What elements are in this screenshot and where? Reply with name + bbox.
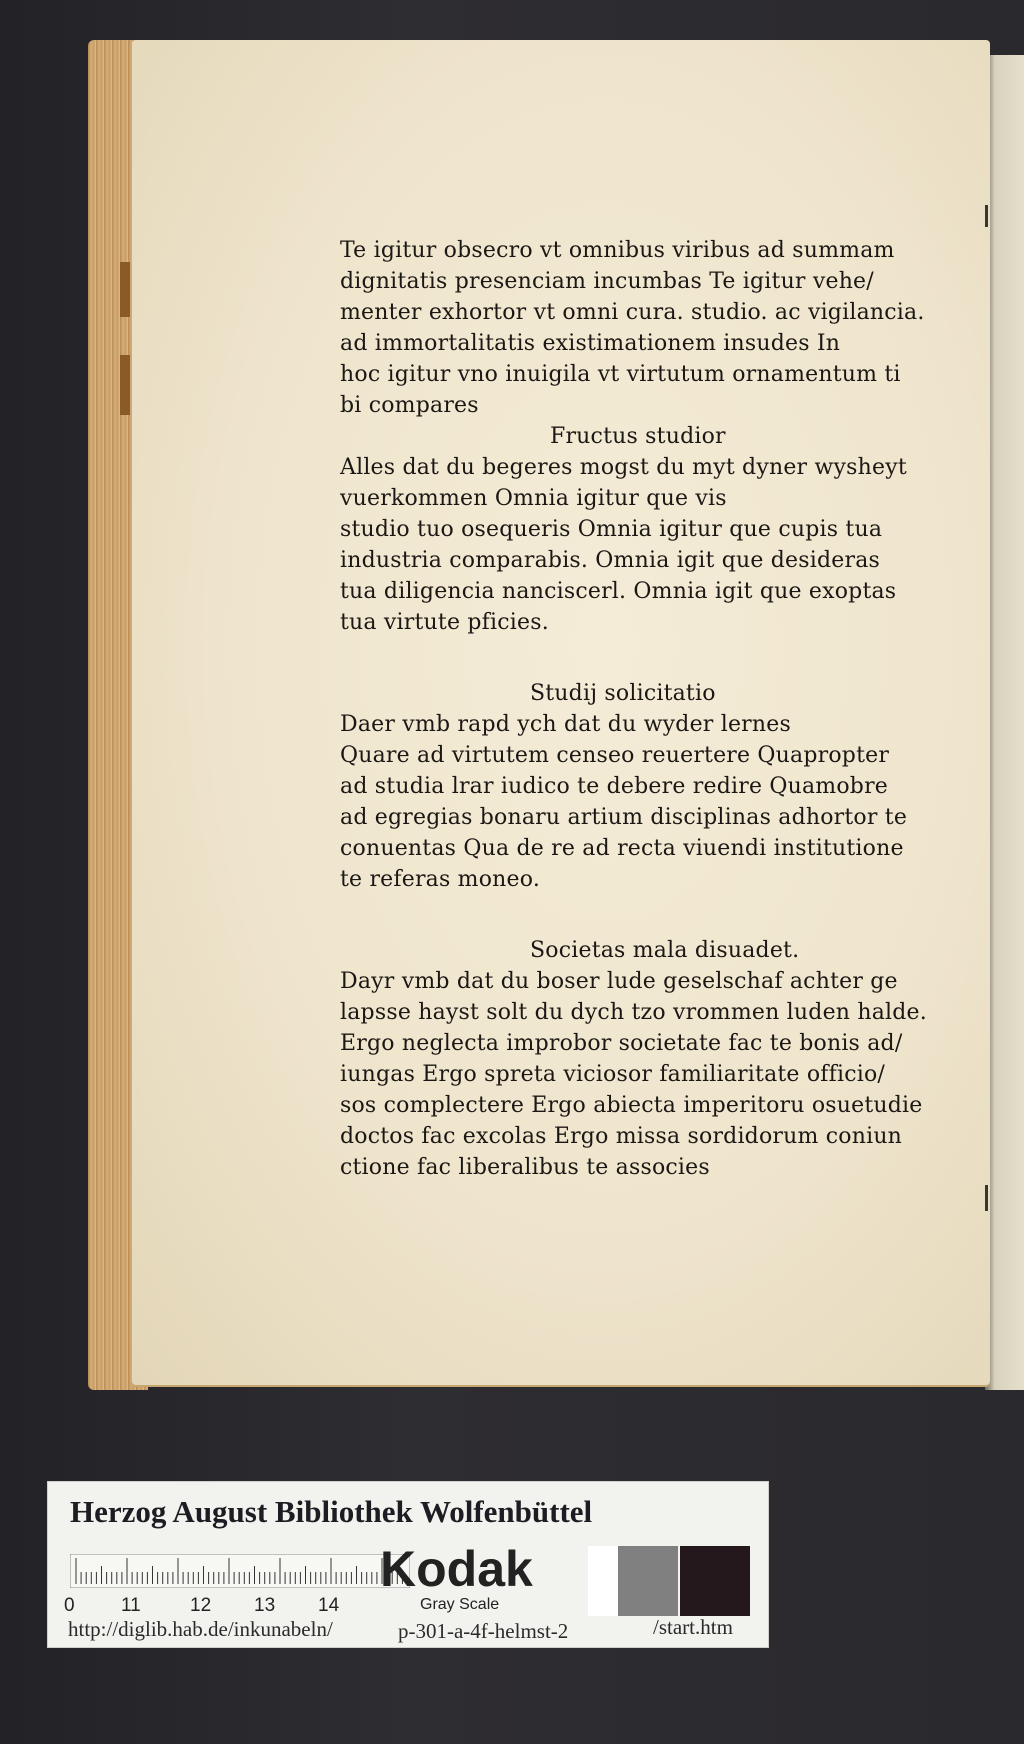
text-line: dignitatis presenciam incumbas Te igitur vehe/ (340, 269, 874, 294)
text-line: Dayr vmb dat du boser lude geselschaf achter ge (340, 969, 898, 994)
text-line: tua diligencia nanciscerl. Omnia igit que exoptas (340, 579, 897, 604)
text-line: ad studia lrar iudico te debere redire Quamobre (340, 774, 889, 799)
ruler-scale (70, 1554, 410, 1588)
ruler-number: 12 (190, 1595, 212, 1616)
facing-page-edge (985, 55, 1024, 1390)
text-line: Ergo neglecta improbor societate fac te bonis ad/ (340, 1031, 903, 1056)
section-heading: Fructus studior (550, 424, 726, 449)
text-line: Te igitur obsecro vt omnibus viribus ad summam (340, 238, 895, 263)
url-base: http://diglib.hab.de/inkunabeln/ (68, 1617, 333, 1641)
text-line: iungas Ergo spreta viciosor familiaritate officio/ (340, 1062, 886, 1087)
text-line: studio tuo osequeris Omnia igitur que cupis tua (340, 517, 883, 542)
page-tab-mark (120, 355, 130, 415)
ruler-numbers (64, 1595, 404, 1619)
text-line: lapsse hayst solt du dych tzo vrommen luden halde. (340, 1000, 927, 1025)
kodak-logo: Kodak (380, 1541, 533, 1597)
text-line: conuentas Qua de re ad recta viuendi institutione (340, 836, 904, 861)
ruler-number: 11 (121, 1595, 141, 1616)
text-line: te referas moneo. (340, 867, 541, 892)
url-suffix: /start.htm (653, 1615, 733, 1639)
text-line: tua virtute pficies. (340, 610, 549, 635)
text-line: Daer vmb rapd ych dat du wyder lernes (340, 712, 791, 737)
ruler-number: 14 (318, 1595, 340, 1616)
section-heading: Societas mala disuadet. (530, 938, 800, 963)
text-line: industria comparabis. Omnia igit que desideras (340, 548, 881, 573)
color-target-card (48, 1482, 768, 1647)
text-line: bi compares (340, 393, 479, 418)
black-swatch (680, 1546, 750, 1616)
text-line: Quare ad virtutem censeo reuertere Quapropter (340, 743, 890, 768)
institution-name: Herzog August Bibliothek Wolfenbüttel (70, 1494, 593, 1529)
text-line: menter exhortor vt omni cura. studio. ac vigilancia. (340, 300, 925, 325)
text-line: hoc igitur vno inuigila vt virtutum ornamentum ti (340, 362, 901, 387)
text-line: sos complectere Ergo abiecta imperitoru osuetudie (340, 1093, 923, 1118)
text-line: ctione fac liberalibus te associes (340, 1155, 710, 1180)
text-line: ad immortalitatis existimationem insudes In (340, 331, 841, 356)
spacer (340, 638, 920, 678)
text-line: Alles dat du begeres mogst du myt dyner wysheyt (340, 455, 907, 480)
gray-swatch (618, 1546, 678, 1616)
margin-mark (985, 205, 988, 227)
page-tab-mark (120, 262, 130, 317)
ruler-number: 13 (254, 1595, 276, 1616)
section-heading: Studij solicitatio (530, 681, 716, 706)
text-line: doctos fac excolas Ergo missa sordidorum coniun (340, 1124, 903, 1149)
margin-mark (985, 1185, 988, 1211)
page-text (340, 235, 927, 1183)
spacer (340, 895, 920, 935)
gray-scale-label: Gray Scale (420, 1596, 500, 1613)
text-line: vuerkommen Omnia igitur que vis (340, 486, 727, 511)
text-line: ad egregias bonaru artium disciplinas adhortor te (340, 805, 908, 830)
ruler-number: 0 (64, 1595, 75, 1616)
shelfmark: p-301-a-4f-helmst-2 (398, 1619, 569, 1643)
